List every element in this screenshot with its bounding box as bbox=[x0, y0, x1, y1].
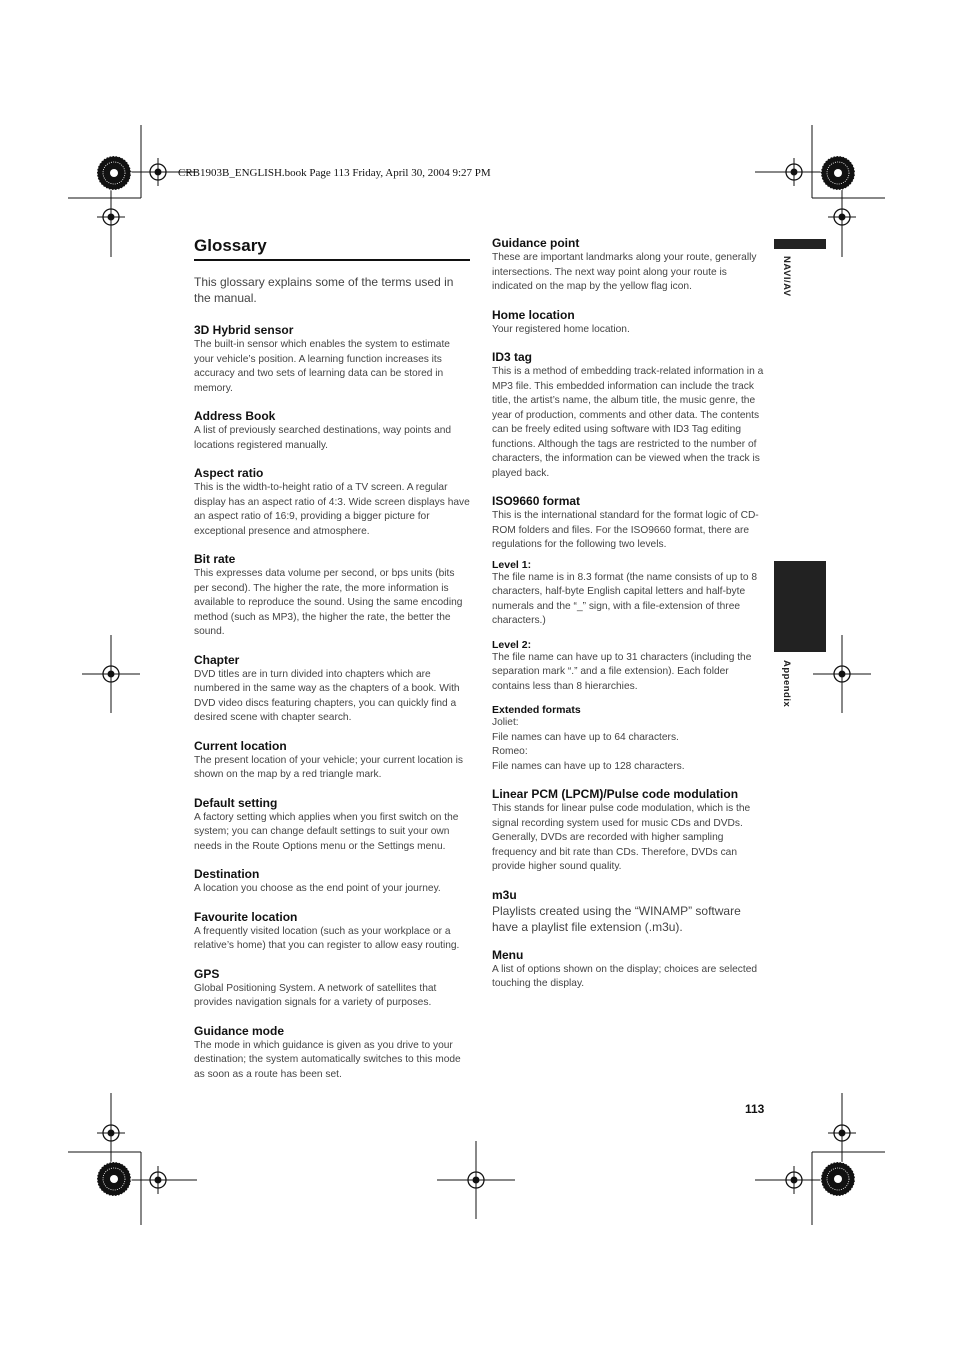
entry-term: 3D Hybrid sensor bbox=[194, 323, 294, 337]
entry-definition: The mode in which guidance is given as you drive to your destination; the system automatically switches to this mode as soon as a route has been set. bbox=[194, 1039, 461, 1080]
side-tab-bar-appendix bbox=[774, 561, 826, 652]
iso-level-2 bbox=[492, 639, 766, 695]
extended-line: File names can have up to 64 characters. bbox=[492, 731, 679, 743]
level-label: Level 1: bbox=[492, 558, 532, 571]
book-header: CRB1903B_ENGLISH.book Page 113 Friday, April 30, 2004 9:27 PM bbox=[178, 167, 491, 179]
entry-definition: This is a method of embedding track-related information in a MP3 file. This embedded information can include the track title, the artist’s name, the album title, the music genre, the year of production, comments and other data. The contents can be freely edited using software with ID3 Tag editing functions. Although the tags are restricted to the number of characters, the information can be viewed when the track is played back. bbox=[492, 366, 764, 479]
entry-definition: This is the width-to-height ratio of a TV screen. A regular display has an aspect ratio of 4:3. Wide screen displays have an aspect ratio of 16:9, providing a bigger picture for exceptional presence and atmosphere. bbox=[194, 482, 470, 537]
entry-term: Aspect ratio bbox=[194, 466, 264, 480]
glossary-entry bbox=[194, 409, 470, 453]
entry-term: ID3 tag bbox=[492, 350, 533, 364]
entry-term: Destination bbox=[194, 867, 260, 881]
glossary-entry-iso9660 bbox=[492, 494, 766, 774]
side-tab-bar-top bbox=[774, 239, 826, 249]
glossary-entry bbox=[194, 867, 470, 897]
entry-definition: Your registered home location. bbox=[492, 323, 630, 335]
entry-term: GPS bbox=[194, 966, 220, 981]
glossary-entry bbox=[194, 967, 470, 1011]
entry-definition: These are important landmarks along your route, generally intersections. The next way point along your route is indicated on the map by the yellow flag icon. bbox=[492, 252, 757, 292]
glossary-entry bbox=[194, 739, 470, 783]
entry-term: Bit rate bbox=[194, 552, 236, 566]
iso-level-1 bbox=[492, 559, 766, 629]
glossary-entry bbox=[194, 466, 470, 539]
entry-definition: Global Positioning System. A network of satellites that provides navigation signals for a variety of purposes. bbox=[194, 982, 437, 1008]
entry-term: ISO9660 format bbox=[492, 494, 581, 508]
entry-term: Home location bbox=[492, 307, 575, 322]
entry-term: Chapter bbox=[194, 652, 240, 667]
entry-definition: A factory setting which applies when you first switch on the system; you can change default settings to suit your own needs in the Route Options menu or the Settings menu. bbox=[194, 811, 459, 852]
right-entry-list-a bbox=[492, 236, 766, 481]
level-text: The file name is in 8.3 format (the name consists of up to 8 characters, half-byte English capital letters and half-byte numerals and the “_” sign, with a file-extension of three characters.) bbox=[492, 571, 758, 626]
entry-definition: This is the international standard for the format logic of CD-ROM folders and files. For the ISO9660 format, there are regulations for the following two levels. bbox=[492, 510, 759, 550]
iso-extended-formats bbox=[492, 704, 766, 774]
entry-definition: This stands for linear pulse code modulation, which is the signal recording system used for music CDs and DVDs. Generally, DVDs are recorded with higher sampling frequency and bit rate than CDs. Therefore, DVDs can provide higher sound quality. bbox=[492, 803, 751, 872]
glossary-entry bbox=[194, 323, 470, 396]
glossary-entry bbox=[194, 796, 470, 855]
entry-term: Menu bbox=[492, 947, 524, 962]
level-text: The file name can have up to 31 characters (including the separation mark “.” and a file extension). Each folder contains less than 8 hierarchies. bbox=[492, 651, 752, 692]
page-number: 113 bbox=[745, 1102, 765, 1116]
entry-term: Linear PCM (LPCM)/Pulse code modulation bbox=[492, 787, 739, 801]
entry-term: m3u bbox=[492, 887, 517, 902]
entry-definition: A list of options shown on the display; choices are selected touching the display. bbox=[492, 963, 758, 989]
extended-line: Romeo: bbox=[492, 746, 528, 757]
entry-definition: The built-in sensor which enables the system to estimate your vehicle’s position. A learning function increases its accuracy and two sets of learning data can be stored in memory. bbox=[194, 339, 450, 394]
glossary-entry bbox=[492, 236, 766, 295]
glossary-intro: This glossary explains some of the terms used in the manual. bbox=[194, 275, 454, 305]
entry-definition: A list of previously searched destinations, way points and locations registered manually. bbox=[194, 425, 452, 451]
entry-definition: DVD titles are in turn divided into chapters which are numbered in the same way as the chapters of a book. With DVD video discs featuring chapters, you can quickly find a desired scene with chapter search. bbox=[194, 668, 460, 723]
entry-term: Guidance mode bbox=[194, 1023, 285, 1038]
extended-label: Extended formats bbox=[492, 704, 581, 716]
glossary-entry bbox=[492, 888, 766, 935]
glossary-entry bbox=[194, 1024, 470, 1083]
entry-term: Favourite location bbox=[194, 909, 298, 924]
entry-definition: A frequently visited location (such as your workplace or a relative’s home) that you can register to allow easy routing. bbox=[194, 925, 460, 951]
glossary-right-column bbox=[492, 236, 766, 1005]
level-label: Level 2: bbox=[492, 638, 532, 651]
glossary-entry bbox=[492, 308, 766, 338]
glossary-entry bbox=[492, 350, 766, 481]
glossary-entry bbox=[492, 948, 766, 992]
glossary-entry bbox=[194, 653, 470, 726]
extended-line: Joliet: bbox=[492, 717, 519, 728]
extended-line: File names can have up to 128 characters. bbox=[492, 760, 685, 772]
left-entry-list bbox=[194, 323, 470, 1082]
entry-term: Address Book bbox=[194, 409, 276, 423]
page-title: Glossary bbox=[194, 236, 470, 261]
entry-definition: This expresses data volume per second, or bps units (bits per second). The higher the rate, the more information is available to reproduce the sound. Using the same encoding method (such as MP3), the higher the rate, the better the sound. bbox=[194, 568, 463, 637]
entry-term: Default setting bbox=[194, 795, 278, 810]
side-tab-appendix: Appendix bbox=[781, 660, 792, 708]
entry-term: Current location bbox=[194, 738, 287, 753]
entry-term: Guidance point bbox=[492, 236, 580, 250]
glossary-entry bbox=[492, 787, 766, 875]
glossary-entry bbox=[194, 552, 470, 640]
side-tab-navi-av: NAVI/AV bbox=[781, 256, 792, 297]
glossary-entry bbox=[194, 910, 470, 954]
glossary-left-column bbox=[194, 236, 470, 1095]
entry-definition: The present location of your vehicle; your current location is shown on the map by a red triangle mark. bbox=[194, 754, 463, 780]
entry-definition: A location you choose as the end point of your journey. bbox=[194, 883, 441, 894]
entry-definition: Playlists created using the “WINAMP” software have a playlist file extension (.m3u). bbox=[492, 903, 741, 934]
right-entry-list-b bbox=[492, 787, 766, 992]
